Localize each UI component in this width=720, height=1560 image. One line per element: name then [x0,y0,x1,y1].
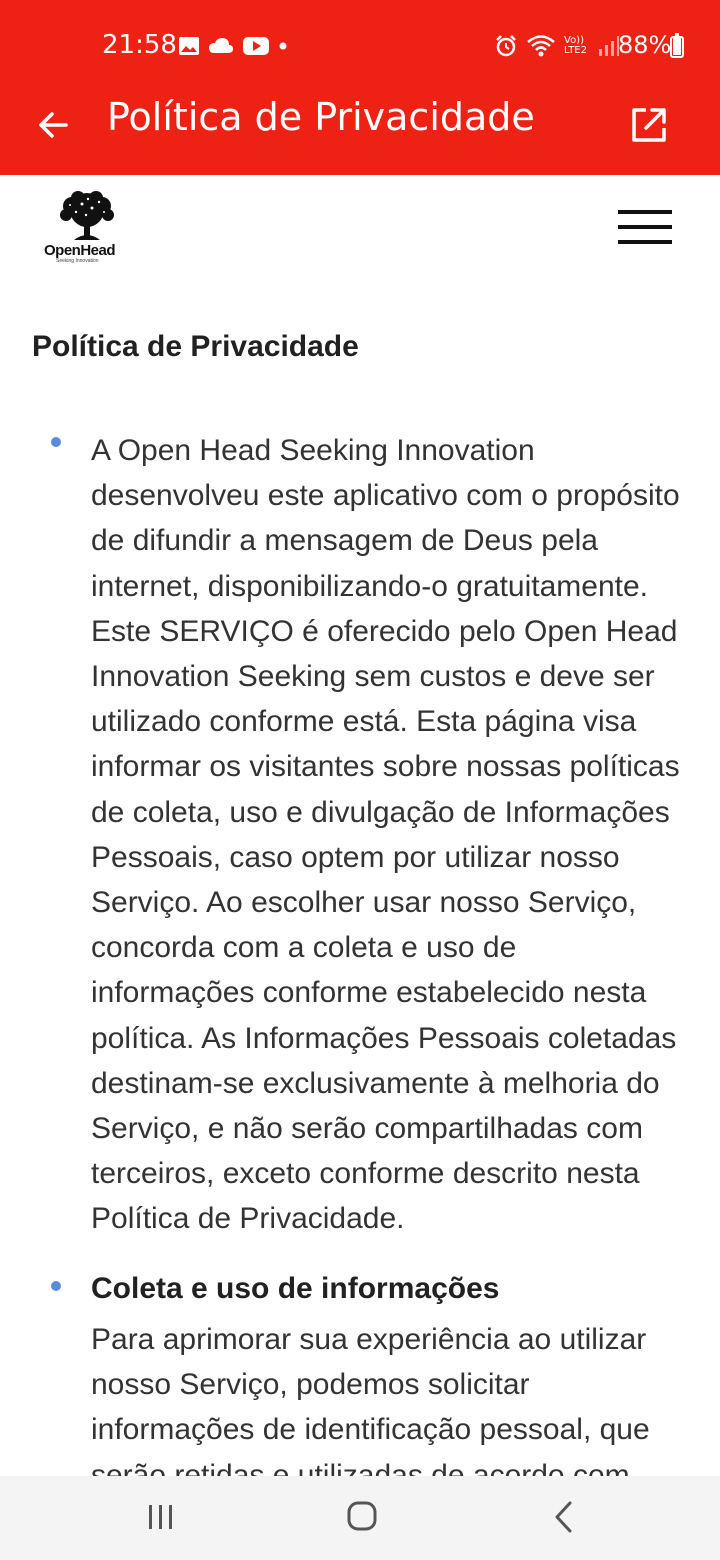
text-line: Serviço. Ao escolher usar nosso Serviço, [91,886,637,920]
text-line: destinam-se exclusivamente à melhoria do [91,1066,660,1100]
hamburger-menu-icon[interactable] [618,210,672,244]
back-icon[interactable] [552,1500,576,1534]
text-line: Política de Privacidade. [91,1202,405,1236]
text-line: informações de identificação pessoal, que [91,1413,650,1447]
logo-text: OpenHead [44,242,116,259]
text-line: utilizado conforme está. Esta página visa [91,705,637,739]
text-line: desenvolveu este aplicativo com o propósito [91,479,680,513]
section-title: Coleta e uso de informações [91,1272,500,1305]
gallery-icon [178,36,200,56]
text-line: de coleta, uso e divulgação de Informações [91,795,670,829]
intro-paragraph [91,428,706,1242]
text-line: política. As Informações Pessoais coletadas [91,1021,677,1055]
logo-subtext: Seeking Innovation [56,258,99,264]
text-line: Para aprimorar sua experiência ao utilizar [91,1323,647,1356]
cloud-icon [208,37,234,55]
text-line: concorda com a coleta e uso de [91,931,517,965]
app-bar-title: Política de Privacidade [107,95,535,139]
youtube-icon [242,36,270,56]
text-line: Este SERVIÇO é oferecido pelo Open Head [91,614,678,648]
tree-icon [44,190,130,242]
recent-apps-icon[interactable] [146,1502,176,1532]
text-line: terceiros, exceto conforme descrito nesta [91,1157,640,1191]
text-line: nosso Serviço, podemos solicitar [91,1368,530,1402]
app-header [0,0,720,175]
network-label: Vo)) LTE2 [564,35,587,56]
text-line: Serviço, e não serão compartilhadas com [91,1112,643,1146]
section-paragraph [91,1317,706,1498]
wifi-icon [526,34,556,58]
alarm-icon [494,34,518,58]
battery-icon [670,36,684,58]
site-logo[interactable] [44,190,130,268]
list-bullet [51,1281,61,1291]
text-line: informar os visitantes sobre nossas políticas [91,750,680,784]
text-line: internet, disponibilizando-o gratuitamente. [91,569,649,603]
text-line: informações conforme estabelecido nesta [91,976,647,1010]
signal-icon [598,35,620,57]
arrow-back-icon[interactable] [32,104,74,146]
text-line: Innovation Seeking sem custos e deve ser [91,660,655,694]
text-line: A Open Head Seeking Innovation [91,434,535,467]
status-bar [0,0,720,95]
page-title: Política de Privacidade [32,330,359,363]
notification-icons [178,36,288,56]
text-line: Pessoais, caso optem por utilizar nosso [91,840,620,874]
dot-icon [278,41,288,51]
system-icons [494,34,620,58]
list-bullet [51,437,61,447]
status-time: 21:58 [102,30,177,60]
text-line: de difundir a mensagem de Deus pela [91,524,598,558]
open-in-new-icon[interactable] [628,104,670,146]
system-nav-bar [0,1476,720,1560]
home-icon[interactable] [346,1500,378,1532]
battery-percent: 88% [618,31,672,59]
